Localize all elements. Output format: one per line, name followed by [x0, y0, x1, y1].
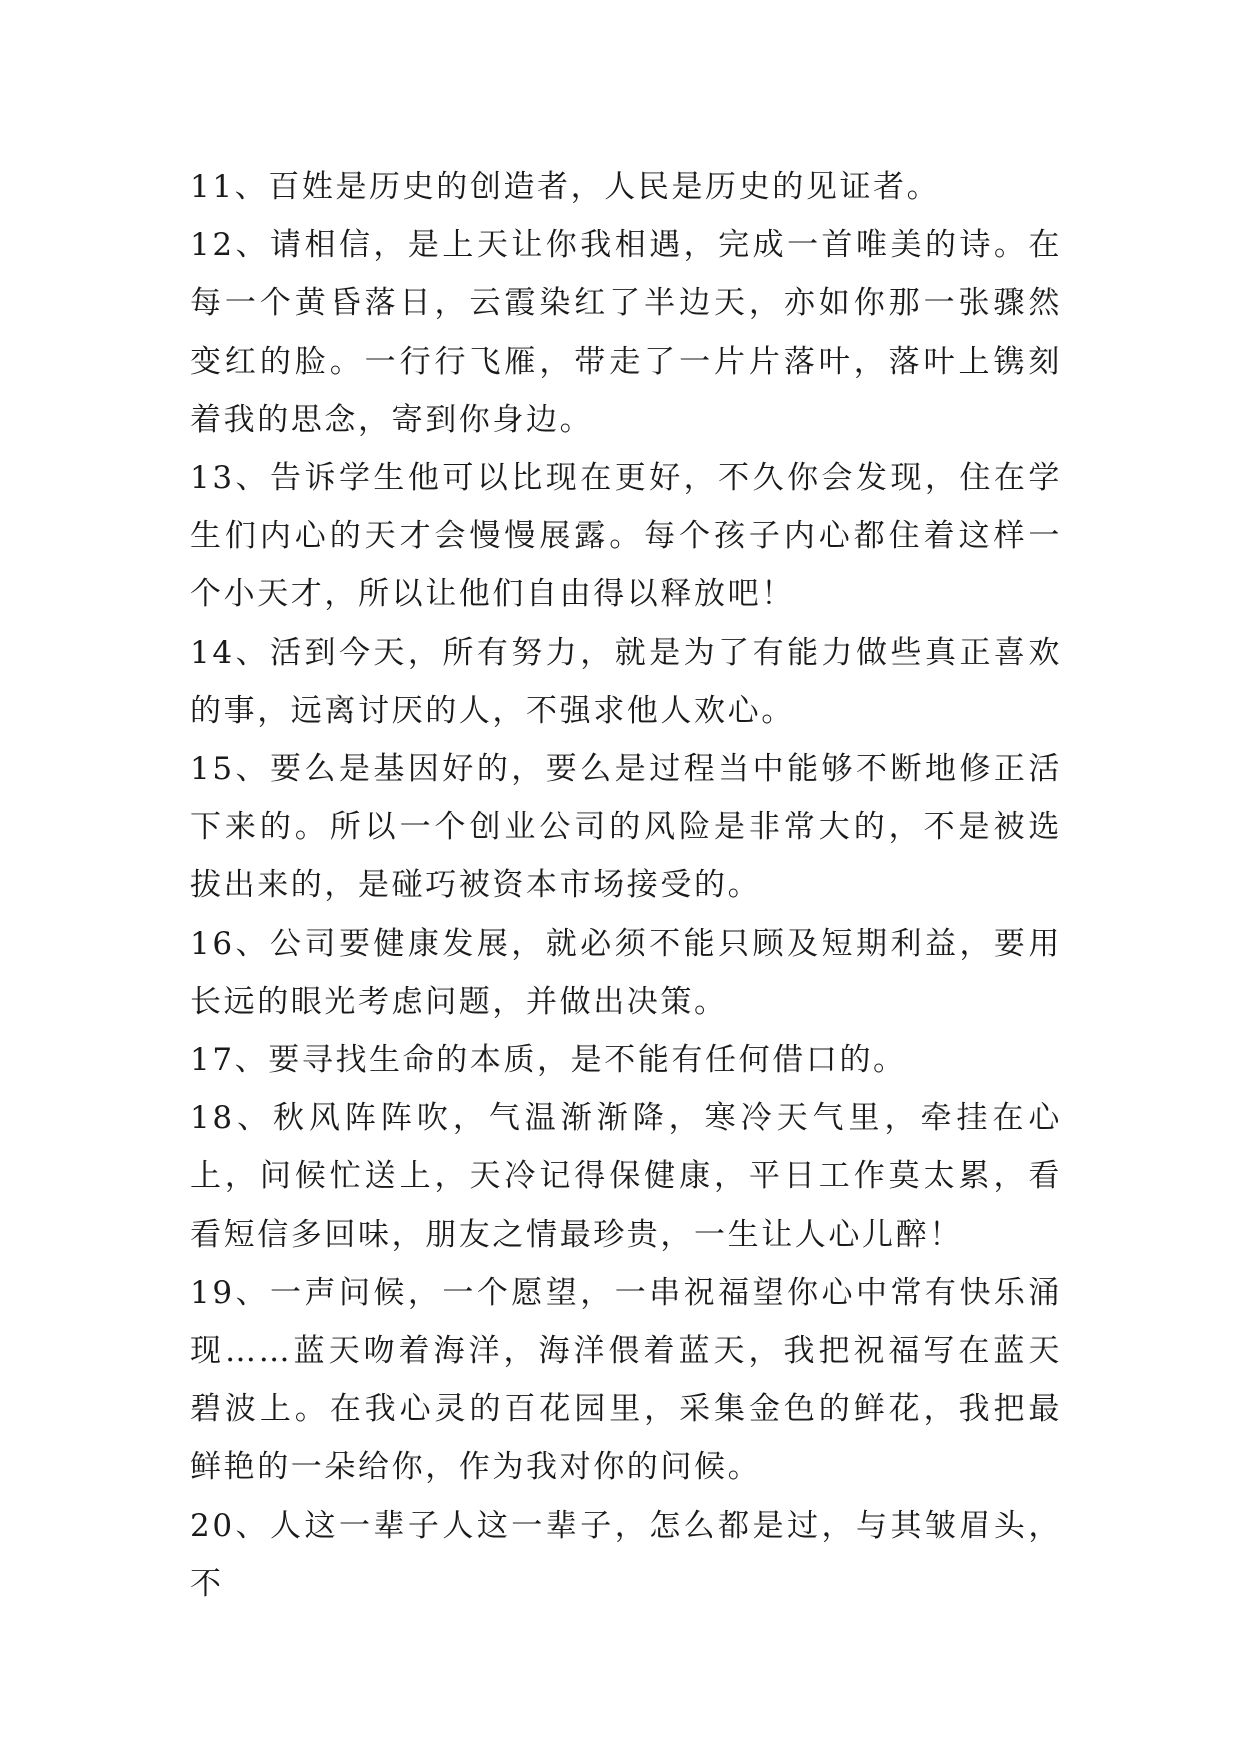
entry-19: 19、一声问候，一个愿望，一串祝福望你心中常有快乐涌现……蓝天吻着海洋，海洋偎着蓝天，我把祝福写在蓝天碧波上。在我心灵的百花园里，采集金色的鲜花，我把最鲜艳的一朵给你，作为我对你的问候。	[190, 1274, 1062, 1486]
entry-16: 16、公司要健康发展，就必须不能只顾及短期利益，要用长远的眼光考虑问题，并做出决策。	[190, 925, 1062, 1020]
entry-13: 13、告诉学生他可以比现在更好，不久你会发现，住在学生们内心的天才会慢慢展露。每个孩子内心都住着这样一个小天才，所以让他们自由得以释放吧！	[190, 460, 1062, 613]
entry-20: 20、人这一辈子人这一辈子，怎么都是过，与其皱眉头，不	[190, 1507, 1062, 1602]
entry-11: 11、百姓是历史的创造者，人民是历史的见证者。	[190, 169, 941, 205]
entry-15: 15、要么是基因好的，要么是过程当中能够不断地修正活下来的。所以一个创业公司的风险是非常大的，不是被选拔出来的，是碰巧被资本市场接受的。	[190, 751, 1062, 904]
entry-12: 12、请相信，是上天让你我相遇，完成一首唯美的诗。在每一个黄昏落日，云霞染红了半边天，亦如你那一张骤然变红的脸。一行行飞雁，带走了一片片落叶，落叶上镌刻着我的思念，寄到你身边。	[190, 227, 1062, 438]
entry-18: 18、秋风阵阵吹，气温渐渐降，寒冷天气里，牵挂在心上，问候忙送上，天冷记得保健康，平日工作莫太累，看看短信多回味，朋友之情最珍贵，一生让人心儿醉！	[190, 1100, 1062, 1253]
entry-17: 17、要寻找生命的本质，是不能有任何借口的。	[190, 1042, 907, 1079]
entry-14: 14、活到今天，所有努力，就是为了有能力做些真正喜欢的事，远离讨厌的人，不强求他人欢心。	[190, 634, 1062, 729]
document-body	[190, 158, 1062, 1613]
